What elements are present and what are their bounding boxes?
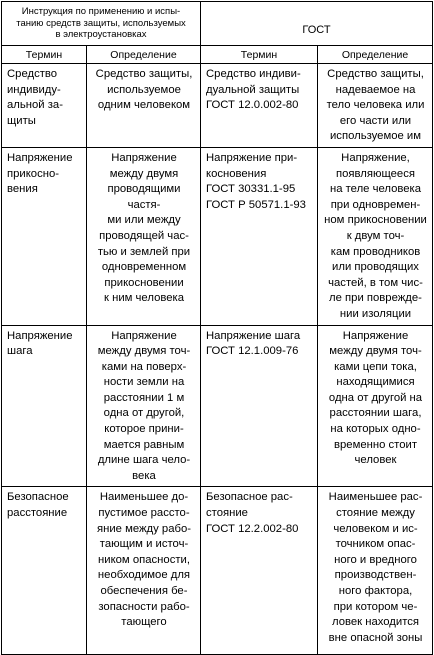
header-gost: ГОСТ <box>201 2 433 46</box>
col-header-definition: Определение <box>87 46 201 64</box>
gost-definition-cell: Напряжение между двумя точ- ками цепи тока, находящимися одна от другой на расстоянии шага, на которых одно- временно стоит человек <box>318 325 433 487</box>
gost-term-cell: Напряжение шага ГОСТ 12.1.009-76 <box>201 325 318 487</box>
table-row <box>2 147 433 325</box>
gost-definition-cell: Средство защиты, надеваемое на тело человека или его части или используемое им <box>318 64 433 148</box>
col-header-gost-definition: Определение <box>318 46 433 64</box>
definition-cell: Напряжение между двумя проводящими частя- ми или между проводящей час- тью и землей при одновременном прикосновении к ним человека <box>87 147 201 325</box>
definition-cell: Средство защиты, используемое одним человеком <box>87 64 201 148</box>
table-row <box>2 325 433 487</box>
definition-cell: Напряжение между двумя точ- ками на поверх- ности земли на расстоянии 1 м одна от другой, которое прини- мается равным длине шага чело- века <box>87 325 201 487</box>
col-header-term: Термин <box>2 46 87 64</box>
gost-term-cell: Напряжение при- косновения ГОСТ 30331.1-95 ГОСТ Р 50571.1-93 <box>201 147 318 325</box>
term-cell: Напряжение прикосно- вения <box>2 147 87 325</box>
header-instruction: Инструкция по применению и испы- танию средств защиты, используемых в электроустановках <box>2 2 201 46</box>
term-cell: Средство индивиду- альной за- щиты <box>2 64 87 148</box>
term-cell: Напряжение шага <box>2 325 87 487</box>
definition-cell: Наименьшее до- пустимое рассто- яние между рабо- тающим и источ- ником опасности, необходимое для обеспечения бе- зопасности рабо- тающего <box>87 487 201 655</box>
gost-term-cell: Средство индиви- дуальной защиты ГОСТ 12.0.002-80 <box>201 64 318 148</box>
terms-comparison-table <box>1 1 433 655</box>
table-row <box>2 487 433 655</box>
term-cell: Безопасное расстояние <box>2 487 87 655</box>
gost-definition-cell: Наименьшее рас- стояние между человеком и ис- точником опас- ного и вредного производствен- ного фактора, при котором че- ловек находится вне опасной зоны <box>318 487 433 655</box>
col-header-gost-term: Термин <box>201 46 318 64</box>
gost-definition-cell: Напряжение, появляющееся на теле человека при одновремен- ном прикосновении к двум точ- кам проводников или проводящих частей, в том чис- ле при поврежде- нии изоляции <box>318 147 433 325</box>
gost-term-cell: Безопасное рас- стояние ГОСТ 12.2.002-80 <box>201 487 318 655</box>
table-row <box>2 64 433 148</box>
